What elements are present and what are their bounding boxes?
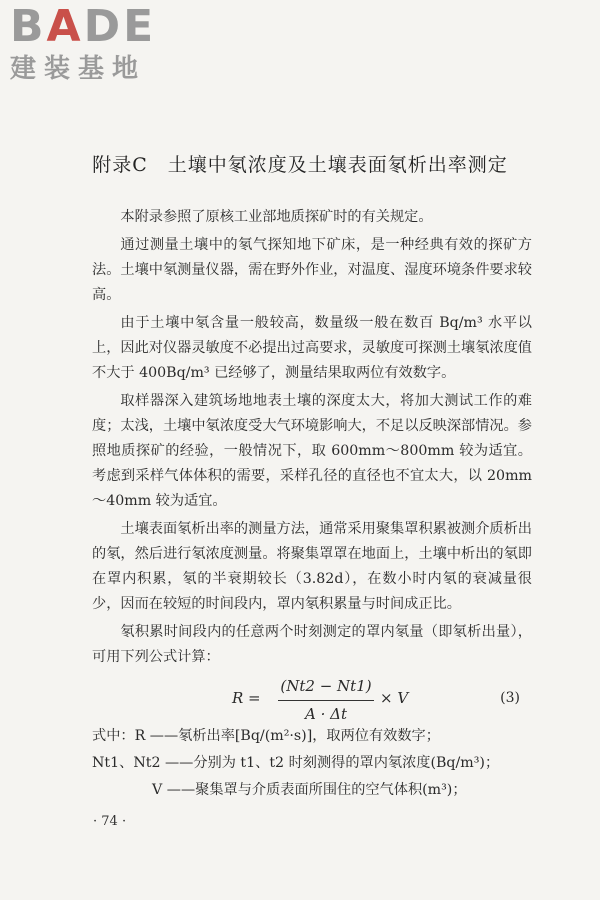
document-body (92, 205, 532, 805)
formula-fraction (278, 674, 374, 727)
logo-letter: B (10, 1, 47, 52)
formula (92, 674, 532, 722)
paragraph: 取样器深入建筑场地地表土壤的深度太大，将加大测试工作的难度；太浅，土壤中氡浓度受大气环境影响大，不足以反映深部情况。参照地质探矿的经验，一般情况下，取 600mm～800mm 较为适宜。考虑到采样气体体积的需要，采样孔径的直径也不宜太大，以 20mm～40mm 较为适宜。 (92, 393, 532, 509)
definition-line: Nt1、Nt2 ——分别为 t1、t2 时刻测得的罩内氡浓度(Bq/m³)； (92, 755, 500, 771)
page-number: · 74 · (93, 814, 127, 829)
paragraph: 由于土壤中氡含量一般较高，数量级一般在数百 Bq/m³ 水平以上，因此对仪器灵敏度不必提出过高要求，灵敏度可探测土壤氡浓度值不大于 400Bq/m³ 已经够了，测量结果取两位有效数字。 (92, 315, 532, 381)
definition-line: V ——聚集罩与介质表面所围住的空气体积(m³)； (152, 782, 467, 798)
logo-letters: DE (83, 1, 157, 52)
logo-subtitle: 建装基地 (10, 54, 147, 84)
page-title: 附录C 土壤中氡浓度及土壤表面氡析出率测定 (92, 154, 508, 176)
logo-accent-letter: A (46, 1, 84, 52)
paragraph: 本附录参照了原核工业部地质探矿时的有关规定。 (120, 209, 433, 225)
paragraph: 土壤表面氡析出率的测量方法，通常采用聚集罩积累被测介质析出的氡，然后进行氡浓度测量。将聚集罩罩在地面上，土壤中析出的氡即在罩内积累，氡的半衰期较长（3.82d），在数小时内氡的衰减量很少，因而在较短的时间段内，罩内氡积累量与时间成正比。 (92, 521, 532, 612)
formula-numerator: (Nt2 − Nt1) (278, 674, 374, 701)
formula-lhs: R = (232, 689, 261, 707)
formula-denominator: A · Δt (305, 705, 347, 723)
equation-number: (3) (500, 690, 520, 706)
paragraph: 氡积累时间段内的任意两个时刻测定的罩内氡量（即氡析出量），可用下列公式计算： (92, 624, 532, 665)
paragraph: 通过测量土壤中的氡气探知地下矿床，是一种经典有效的探矿方法。土壤中氡测量仪器，需在野外作业，对温度、湿度环境条件要求较高。 (92, 237, 532, 303)
logo-wordmark (10, 2, 156, 52)
brand-logo (10, 2, 156, 86)
formula-rhs: × V (380, 689, 409, 707)
definition-line: 式中：R ——氡析出率[Bq/(m²·s)]，取两位有效数字； (92, 728, 440, 744)
